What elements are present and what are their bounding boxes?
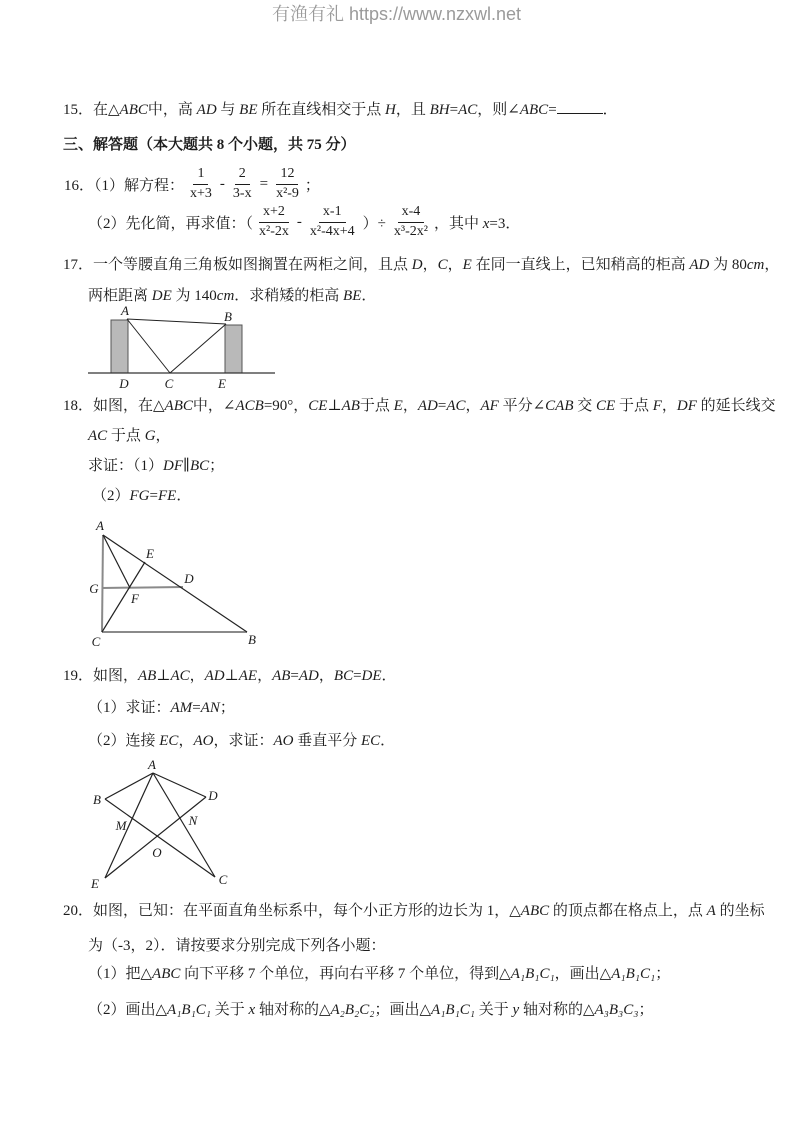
- footer-watermark: 有渔有礼 https://www.nzxwl.net: [271, 4, 522, 24]
- problem-17-line1: 17．一个等腰直角三角板如图搁置在两柜之间，且点 D，C，E 在同一直线上，已知稍高的柜高 AD 为 80cm，: [63, 257, 780, 273]
- figure-17: [85, 301, 280, 396]
- fraction-16-1b: $\frac{2}{3-x}$: [232, 166, 252, 201]
- segment-AD: [153, 773, 206, 797]
- point-label-D: D: [184, 571, 194, 586]
- point-label-G: G: [89, 581, 99, 596]
- segment-CB: [170, 324, 226, 373]
- problem-20-line3: （1）把△ABC 向下平移 7 个单位，再向右平移 7 个单位，得到△A₁B₁C₁，画出△A₁B₁C₁；: [88, 966, 671, 982]
- problem-15: [63, 98, 618, 121]
- point-label-C: C: [91, 634, 101, 649]
- point-label-E: E: [146, 546, 154, 561]
- problem-19-line3: （2）连接 EC，AO，求证：AO 垂直平分 EC．: [88, 733, 396, 749]
- problem-16-tail: ，其中 x=3．: [433, 215, 521, 232]
- problem-19-line2: （1）求证：AM=AN；: [88, 700, 235, 716]
- problem-18-line3: 求证：（1）DF∥BC；: [88, 458, 225, 474]
- fraction-16-2c: $\frac{x-4}{\text{x³-2x²}}$: [393, 204, 428, 239]
- segment-AF: [103, 535, 130, 588]
- point-label-F: F: [131, 591, 139, 606]
- equals-sign: =: [259, 175, 269, 192]
- figure-19: [85, 758, 235, 895]
- problem-20-line4: （2）画出△A₁B₁C₁ 关于 x 轴对称的△A₂B₂C₂；画出△A₁B₁C₁ 关于 y 轴对称的△A₃B₃C₃；: [88, 1002, 654, 1018]
- problem-16-label1: 16．（1）解方程：: [64, 177, 185, 194]
- cabinet-right: [225, 325, 242, 373]
- fraction-16-1a: $\frac{1}{x+3}$: [190, 166, 212, 201]
- answer-blank: [557, 98, 603, 114]
- point-label-A: A: [148, 758, 156, 772]
- problem-20-line1: 20．如图，已知：在平面直角坐标系中，每个小正方形的边长为 1，△ABC 的顶点都在格点上，点 A 的坐标: [63, 903, 765, 919]
- semicolon: ；: [304, 177, 320, 194]
- problem-15-period: ．: [602, 102, 618, 118]
- segment-AC: [127, 319, 170, 373]
- point-label-B: B: [224, 309, 232, 324]
- segment-AB: [103, 535, 247, 632]
- problem-18-line1: 18．如图，在△ABC中，∠ACB=90°，CE⊥AB于点 E，AD=AC，AF 平分∠CAB 交 CE 于点 F，DF 的延长线交: [63, 398, 776, 414]
- close-paren-divide: ）÷: [362, 215, 386, 232]
- segment-AC: [102, 535, 103, 632]
- fraction-16-2a: $\frac{x+2}{\text{x²-2x}}$: [259, 204, 289, 239]
- minus-operator: -: [296, 213, 302, 230]
- fraction-16-2b: $\frac{x-1}{\text{x²-4x+4}}$: [309, 204, 355, 239]
- figure-18: [88, 518, 260, 650]
- segment-AB: [127, 319, 226, 324]
- point-label-E: E: [218, 376, 226, 391]
- point-label-D: D: [208, 788, 218, 803]
- minus-operator: -: [219, 175, 225, 192]
- problem-19-line1: 19．如图，AB⊥AC，AD⊥AE，AB=AD，BC=DE．: [63, 668, 397, 684]
- point-label-A: A: [121, 303, 129, 318]
- point-label-D: D: [119, 376, 129, 391]
- problem-16-part2: [88, 199, 520, 245]
- point-label-E: E: [91, 876, 99, 891]
- segment-AE: [105, 773, 153, 878]
- point-label-C: C: [164, 376, 174, 391]
- point-label-M: M: [115, 818, 127, 833]
- segment-AC: [153, 773, 215, 877]
- problem-18-line4: （2）FG=FE．: [92, 488, 192, 504]
- segment-AB: [105, 773, 153, 799]
- fraction-16-1c: $\frac{12}{\text{x²-9}}$: [276, 166, 299, 201]
- problem-17-line2: 两柜距离 DE 为 140cm．求稍矮的柜高 BE．: [88, 288, 377, 304]
- point-label-C: C: [218, 872, 228, 887]
- point-label-N: N: [188, 813, 198, 828]
- segment-GD: [102, 587, 183, 588]
- problem-18-line2: AC 于点 G，: [88, 428, 171, 444]
- problem-15-text: 15．在△ABC中，高 AD 与 BE 所在直线相交于点 H，且 BH=AC，则∠ABC=: [63, 102, 557, 118]
- problem-20-line2: 为（-3，2）．请按要求分别完成下列各小题：: [88, 938, 386, 954]
- problem-16-label2: （2）先化简，再求值：（: [88, 215, 254, 232]
- point-label-B: B: [248, 632, 256, 647]
- point-label-A: A: [96, 518, 104, 533]
- point-label-O: O: [152, 845, 162, 860]
- point-label-B: B: [93, 792, 101, 807]
- cabinet-left: [111, 320, 128, 373]
- section-header: 三、解答题（本大题共 8 个小题，共 75 分）: [63, 137, 356, 153]
